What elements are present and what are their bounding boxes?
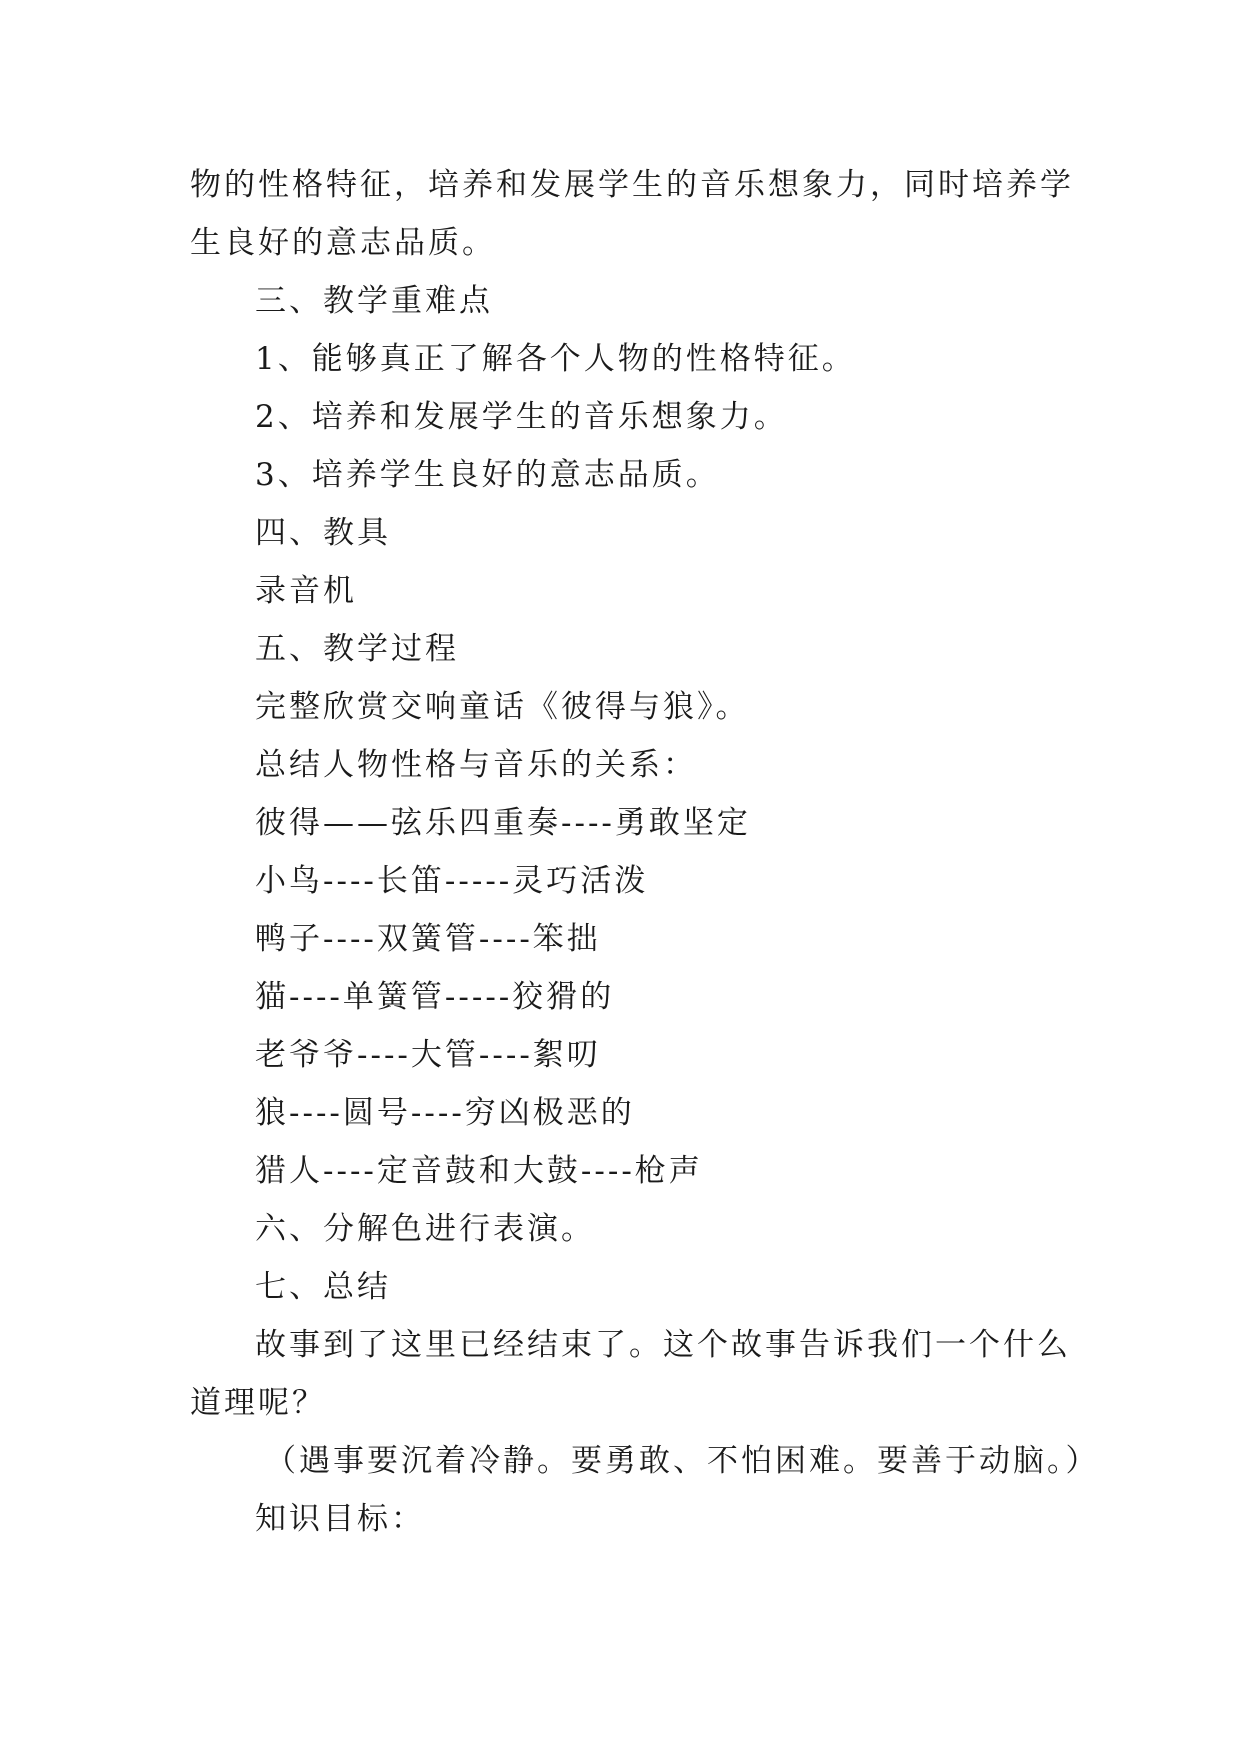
list-item: 彼得——弦乐四重奏----勇敢坚定 [255, 805, 751, 841]
paragraph-line: 物的性格特征，培养和发展学生的音乐想象力，同时培养学 [190, 167, 1074, 203]
section-heading: 七、总结 [255, 1269, 391, 1305]
paragraph-line: 录音机 [255, 573, 357, 609]
paragraph-line: （遇事要沉着冷静。要勇敢、不怕困难。要善于动脑。） [265, 1443, 1100, 1479]
section-heading: 四、教具 [255, 515, 391, 551]
paragraph-line: 故事到了这里已经结束了。这个故事告诉我们一个什么 [255, 1327, 1071, 1363]
paragraph-line: 总结人物性格与音乐的关系： [255, 747, 697, 783]
section-heading: 三、教学重难点 [255, 283, 493, 319]
list-item: 狼----圆号----穷凶极恶的 [255, 1095, 635, 1131]
list-item: 2、培养和发展学生的音乐想象力。 [255, 399, 788, 435]
list-item: 3、培养学生良好的意志品质。 [255, 457, 720, 493]
list-item: 1、能够真正了解各个人物的性格特征。 [255, 341, 856, 377]
list-item: 猫----单簧管-----狡猾的 [255, 979, 615, 1015]
paragraph-line: 道理呢？ [190, 1385, 326, 1421]
section-heading: 五、教学过程 [255, 631, 459, 667]
list-item: 老爷爷----大管----絮叨 [255, 1037, 601, 1073]
paragraph-line: 完整欣赏交响童话《彼得与狼》。 [255, 689, 750, 725]
section-heading: 知识目标： [255, 1501, 425, 1537]
list-item: 猎人----定音鼓和大鼓----枪声 [255, 1153, 703, 1189]
list-item: 鸭子----双簧管----笨拙 [255, 921, 601, 957]
paragraph-line: 生良好的意志品质。 [190, 225, 496, 261]
list-item: 小鸟----长笛-----灵巧活泼 [255, 863, 649, 899]
section-heading: 六、分解色进行表演。 [255, 1211, 595, 1247]
